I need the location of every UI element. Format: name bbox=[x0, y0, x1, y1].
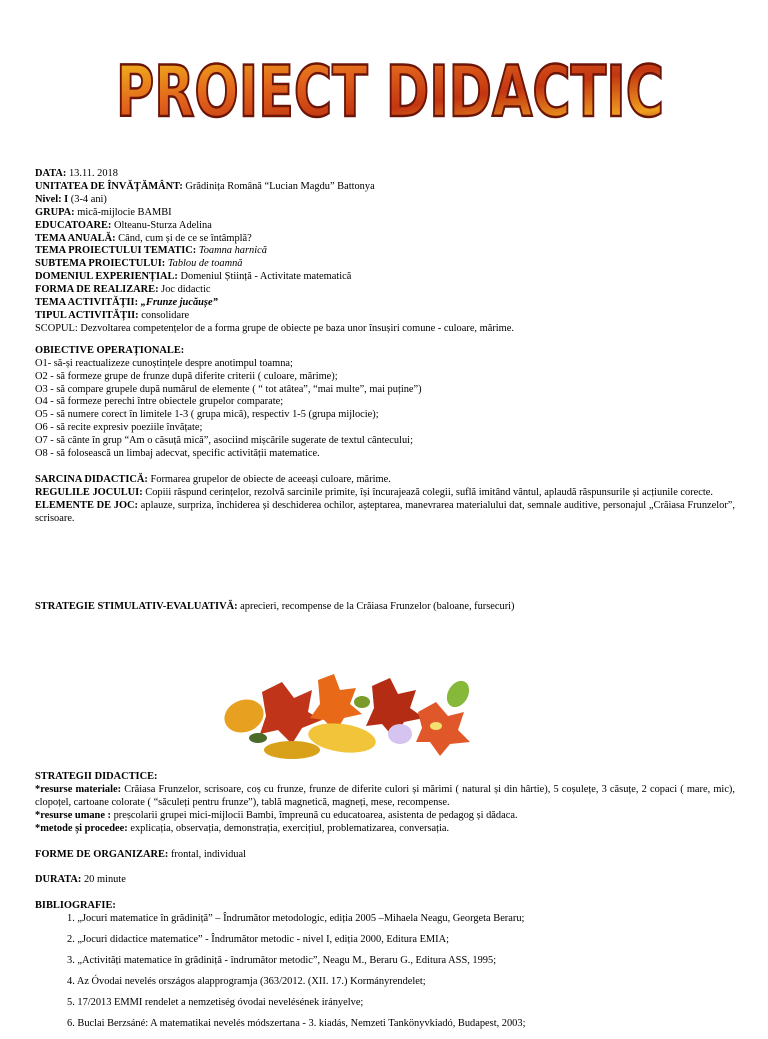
field-educatoare: EDUCATOARE: Olteanu-Sturza Adelina bbox=[35, 219, 212, 231]
field-grupa: GRUPA: mică-mijlocie BAMBI bbox=[35, 206, 172, 218]
field-elemente: ELEMENTE DE JOC: aplauze, surpriza, închiderea și deschiderea ochilor, așteptarea, manevrarea materialului dat, semnale auditive, personajul „Crăiasa Frunzelor”, scrisoare. bbox=[35, 499, 735, 524]
obiectiv-item: O6 - să recite expresiv poeziile învățate; bbox=[35, 422, 203, 434]
obiectiv-item: O5 - să numere corect în limitele 1-3 ( grupa mică), respectiv 1-5 (grupa mijlocie); bbox=[35, 409, 379, 421]
bibliografie-list bbox=[35, 913, 735, 1030]
field-regulile: REGULILE JOCULUI: Copiii răspund cerințelor, rezolvă sarcinile primite, își încurajează colegii, suflă imitând vântul, aplaudă răspunsurile și acțiunile corecte. bbox=[35, 486, 713, 498]
field-metode: *metode și procedee: explicația, observația, demonstrația, exercițiul, problematizarea, conversația. bbox=[35, 822, 450, 834]
bibliografie-item: 2. „Jocuri didactice matematice” - Îndrumător metodic - nivel I, ediția 2000, Editura EMIA; bbox=[67, 934, 450, 946]
obiectiv-item: O4 - să formeze perechi între obiectele grupelor comparate; bbox=[35, 396, 284, 408]
bibliografie-heading: BIBLIOGRAFIE: bbox=[35, 900, 116, 912]
bibliografie-item: 6. Buclai Berzsáné: A matematikai nevelés módszertana - 3. kiadás, Nemzeti Tankönyvkiadó, Budapest, 2003; bbox=[67, 1017, 526, 1029]
field-resurse-umane: *resurse umane : preșcolarii grupei mici-mijlocii Bambi, împreună cu educatoarea, asistenta de pedagog și dădaca. bbox=[35, 809, 518, 821]
obiective-list bbox=[35, 358, 735, 461]
field-subtema: SUBTEMA PROIECTULUI: Tablou de toamnă bbox=[35, 258, 243, 270]
title-text: PROIECT DIDACTIC bbox=[116, 51, 664, 133]
strategii-heading: STRATEGII DIDACTICE: bbox=[35, 771, 158, 782]
obiectiv-item: O3 - să compare grupele după numărul de elemente ( “ tot atâtea”, “mai multe”, mai puține”) bbox=[35, 383, 422, 395]
field-domeniu: DOMENIUL EXPERIENȚIAL: Domeniul Știință - Activitate matematică bbox=[35, 271, 352, 283]
field-data: DATA: 13.11. 2018 bbox=[35, 168, 118, 179]
obiective-heading: OBIECTIVE OPERAȚIONALE: bbox=[35, 344, 185, 356]
field-forma: FORMA DE REALIZARE: Joc didactic bbox=[35, 284, 211, 296]
field-tema-proiect: TEMA PROIECTULUI TEMATIC: Toamna harnică bbox=[35, 245, 267, 257]
field-forme-organizare: FORME DE ORGANIZARE: frontal, individual bbox=[35, 848, 246, 860]
bibliografie-item: 5. 17/2013 EMMI rendelet a nemzetiség óvodai nevelésének irányelve; bbox=[67, 996, 364, 1008]
document-body bbox=[35, 168, 735, 613]
title-art bbox=[110, 48, 670, 138]
document-title bbox=[110, 48, 670, 138]
obiectiv-item: O1- să-și reactualizeze cunoștințele despre anotimpul toamna; bbox=[35, 357, 293, 369]
field-tema-activitatii: TEMA ACTIVITĂȚII: „Frunze jucăușe” bbox=[35, 297, 218, 309]
field-durata: DURATA: 20 minute bbox=[35, 874, 126, 886]
field-unitate: UNITATEA DE ÎNVĂȚĂMÂNT: Grădinița Română “Lucian Magdu” Battonya bbox=[35, 180, 375, 192]
bibliografie-item: 1. „Jocuri matematice în grădiniță” – Îndrumător metodologic, ediția 2005 –Mihaela Neagu, Georgeta Beraru; bbox=[67, 913, 525, 925]
obiectiv-item: O8 - să folosească un limbaj adecvat, specific activității matematice. bbox=[35, 448, 320, 460]
field-resurse-materiale: *resurse materiale: Crăiasa Frunzelor, scrisoare, coș cu frunze, frunze de diferite culori și mărimi ( natural și din hârtie), 5 coșulețe, 3 căsuțe, 2 copaci ( mare, mic), clopoțel, cartoane colorate ( “săculeți pentru frunze”), tablă magnetică, magneți, mese, recompense. bbox=[35, 783, 735, 808]
field-tipul: TIPUL ACTIVITĂȚII: consolidare bbox=[35, 309, 190, 321]
field-sarcina: SARCINA DIDACTICĂ: Formarea grupelor de obiecte de aceeași culoare, mărime. bbox=[35, 473, 391, 485]
bibliografie-item: 3. „Activități matematice în grădiniță - îndrumător metodic”, Neagu M., Beraru G., Editura ASS, 1995; bbox=[67, 955, 497, 967]
document-body-lower bbox=[35, 771, 735, 1039]
obiectiv-item: O7 - să cânte în grup “Am o căsuță mică”, asociind mișcările sugerate de textul cântecului; bbox=[35, 435, 413, 447]
field-strategie: STRATEGIE STIMULATIV-EVALUATIVĂ: aprecieri, recompense de la Crăiasa Frunzelor (baloane, fursecuri) bbox=[35, 600, 515, 612]
obiectiv-item: O2 - să formeze grupe de frunze după diferite criterii ( culoare, mărime); bbox=[35, 370, 338, 382]
field-nivel: Nivel: I (3-4 ani) bbox=[35, 193, 107, 205]
autumn-leaves-illustration bbox=[222, 672, 482, 760]
field-tema-anuala: TEMA ANUALĂ: Când, cum și de ce se întâmplă? bbox=[35, 232, 252, 244]
bibliografie-item: 4. Az Óvodai nevelés országos alapprogramja (363/2012. (XII. 17.) Kormányrendelet; bbox=[67, 975, 426, 987]
field-scopul: SCOPUL: Dezvoltarea competențelor de a forma grupe de obiecte pe baza unor însușiri comune - culoare, mărime. bbox=[35, 322, 514, 334]
